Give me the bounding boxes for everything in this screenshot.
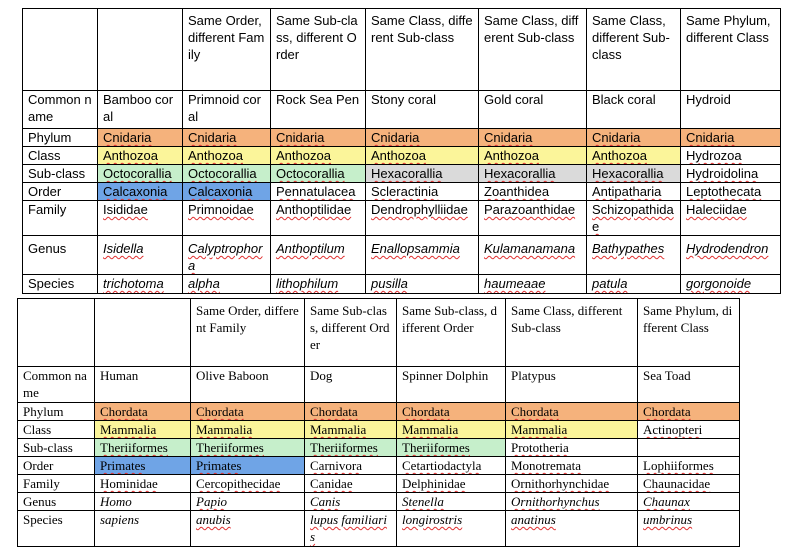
- table-cell: Chordata: [305, 403, 397, 421]
- table-cell: Sea Toad: [638, 367, 740, 403]
- row-label: Sub-class: [18, 439, 95, 457]
- table-cell: Rock Sea Pen: [271, 91, 366, 129]
- header-cell: Same Sub-class, different Order: [271, 9, 366, 91]
- table-cell: Cnidaria: [271, 129, 366, 147]
- table-cell: Octocorallia: [183, 165, 271, 183]
- table-cell: Olive Baboon: [191, 367, 305, 403]
- table-row: [18, 493, 740, 511]
- table-cell: Mammalia: [305, 421, 397, 439]
- table-cell: Calcaxonia: [98, 183, 183, 201]
- row-label: Genus: [18, 493, 95, 511]
- table-cell: Anthoptilum: [271, 236, 366, 275]
- table-cell: Stony coral: [366, 91, 479, 129]
- table-row: [23, 236, 781, 275]
- table-cell: Chordata: [506, 403, 638, 421]
- row-label: Genus: [23, 236, 98, 275]
- table-row: [18, 511, 740, 547]
- row-label: Common name: [18, 367, 95, 403]
- table-cell: Leptothecata: [681, 183, 781, 201]
- table-cell: Mammalia: [191, 421, 305, 439]
- table-cell: Carnivora: [305, 457, 397, 475]
- table-cell: Primnoidae: [183, 201, 271, 236]
- table-cell: Scleractinia: [366, 183, 479, 201]
- table-cell: Cnidaria: [98, 129, 183, 147]
- table-cell: [638, 439, 740, 457]
- table-cell: Chaunax: [638, 493, 740, 511]
- table-row: [18, 439, 740, 457]
- header-cell: Same Sub-class, different Order: [397, 299, 506, 367]
- table-cell: Antipatharia: [587, 183, 681, 201]
- table-cell: Calcaxonia: [183, 183, 271, 201]
- table-cell: Mammalia: [397, 421, 506, 439]
- row-label: Class: [23, 147, 98, 165]
- table-cell: Mammalia: [95, 421, 191, 439]
- table-row: [18, 457, 740, 475]
- table-cell: Hydrozoa: [681, 147, 781, 165]
- table-row: [18, 475, 740, 493]
- table-cell: Bamboo coral: [98, 91, 183, 129]
- row-label: Phylum: [18, 403, 95, 421]
- row-label: Sub-class: [23, 165, 98, 183]
- table-cell: Anthozoa: [479, 147, 587, 165]
- table-cell: Schizopathidae: [587, 201, 681, 236]
- table-cell: anatinus: [506, 511, 638, 547]
- table-cell: longirostris: [397, 511, 506, 547]
- table-cell: Platypus: [506, 367, 638, 403]
- table-cell: Cnidaria: [183, 129, 271, 147]
- table-cell: Hydroidolina: [681, 165, 781, 183]
- header-cell: Same Phylum, different Class: [638, 299, 740, 367]
- table-cell: Black coral: [587, 91, 681, 129]
- row-label: Family: [23, 201, 98, 236]
- table-cell: Delphinidae: [397, 475, 506, 493]
- header-cell: Same Sub-class, different Order: [305, 299, 397, 367]
- table-cell: Cercopithecidae: [191, 475, 305, 493]
- header-row: [23, 9, 781, 91]
- table-cell: Ornithorhynchidae: [506, 475, 638, 493]
- row-label: Family: [18, 475, 95, 493]
- table-cell: Isididae: [98, 201, 183, 236]
- table-cell: trichotoma: [98, 275, 183, 294]
- table-row: [23, 201, 781, 236]
- header-row: [18, 299, 740, 367]
- header-cell: [98, 9, 183, 91]
- cnidaria-taxonomy-table: [22, 8, 781, 294]
- table-cell: sapiens: [95, 511, 191, 547]
- table-cell: Chordata: [191, 403, 305, 421]
- table-cell: Bathypathes: [587, 236, 681, 275]
- table-cell: umbrinus: [638, 511, 740, 547]
- table-cell: alpha: [183, 275, 271, 294]
- table-cell: Hominidae: [95, 475, 191, 493]
- header-cell: [23, 9, 98, 91]
- table-cell: Theriiformes: [95, 439, 191, 457]
- table-cell: Canidae: [305, 475, 397, 493]
- table-row: [23, 165, 781, 183]
- table-cell: Stenella: [397, 493, 506, 511]
- table-cell: Kulamanamana: [479, 236, 587, 275]
- table-cell: Zoanthidea: [479, 183, 587, 201]
- header-cell: Same Class, different Sub-class: [479, 9, 587, 91]
- table-cell: lithophilum: [271, 275, 366, 294]
- table-cell: Anthozoa: [366, 147, 479, 165]
- table-cell: Hexacorallia: [366, 165, 479, 183]
- table-cell: Chordata: [95, 403, 191, 421]
- header-cell: Same Phylum, different Class: [681, 9, 781, 91]
- table-cell: Primates: [191, 457, 305, 475]
- table-cell: Papio: [191, 493, 305, 511]
- table-row: [23, 183, 781, 201]
- table-cell: Theriiformes: [305, 439, 397, 457]
- table-cell: Anthoptilidae: [271, 201, 366, 236]
- table-cell: lupus familiaris: [305, 511, 397, 547]
- table-cell: Anthozoa: [183, 147, 271, 165]
- table-cell: Enallopsammia: [366, 236, 479, 275]
- table-cell: Haleciidae: [681, 201, 781, 236]
- header-cell: [18, 299, 95, 367]
- table-cell: Ornithorhynchus: [506, 493, 638, 511]
- header-cell: Same Class, different Sub-class: [366, 9, 479, 91]
- table-cell: Lophiiformes: [638, 457, 740, 475]
- table-cell: Chordata: [638, 403, 740, 421]
- table-cell: Chordata: [397, 403, 506, 421]
- table-cell: haumeaae: [479, 275, 587, 294]
- table-cell: Prototheria: [506, 439, 638, 457]
- header-cell: Same Order, different Family: [183, 9, 271, 91]
- table-cell: Pennatulacea: [271, 183, 366, 201]
- table-cell: Anthozoa: [587, 147, 681, 165]
- table-cell: Mammalia: [506, 421, 638, 439]
- table-cell: Hydroid: [681, 91, 781, 129]
- table-row: [23, 275, 781, 294]
- table-cell: Cnidaria: [366, 129, 479, 147]
- row-label: Order: [18, 457, 95, 475]
- table-cell: Human: [95, 367, 191, 403]
- table-cell: Anthozoa: [271, 147, 366, 165]
- header-cell: [95, 299, 191, 367]
- header-cell: Same Class, different Sub-class: [506, 299, 638, 367]
- table-cell: Canis: [305, 493, 397, 511]
- table-row: [18, 403, 740, 421]
- row-label: Phylum: [23, 129, 98, 147]
- table-cell: Theriiformes: [397, 439, 506, 457]
- chordata-taxonomy-table: [17, 298, 740, 547]
- table-row: [23, 91, 781, 129]
- table-cell: Cnidaria: [479, 129, 587, 147]
- table-row: [23, 147, 781, 165]
- table-cell: Theriiformes: [191, 439, 305, 457]
- table-cell: Gold coral: [479, 91, 587, 129]
- table-cell: Chaunacidae: [638, 475, 740, 493]
- table-row: [18, 367, 740, 403]
- table-cell: Octocorallia: [271, 165, 366, 183]
- table-cell: Parazoanthidae: [479, 201, 587, 236]
- table-cell: Homo: [95, 493, 191, 511]
- table-row: [18, 421, 740, 439]
- table-cell: Actinopteri: [638, 421, 740, 439]
- table-cell: Anthozoa: [98, 147, 183, 165]
- table-cell: Isidella: [98, 236, 183, 275]
- table-cell: Spinner Dolphin: [397, 367, 506, 403]
- table-cell: Primates: [95, 457, 191, 475]
- table-cell: Primnoid coral: [183, 91, 271, 129]
- header-cell: Same Order, different Family: [191, 299, 305, 367]
- row-label: Species: [23, 275, 98, 294]
- table-cell: gorgonoide: [681, 275, 781, 294]
- table-cell: pusilla: [366, 275, 479, 294]
- table-cell: Hydrodendron: [681, 236, 781, 275]
- row-label: Species: [18, 511, 95, 547]
- table-cell: Cnidaria: [681, 129, 781, 147]
- table-cell: Hexacorallia: [479, 165, 587, 183]
- table-cell: patula: [587, 275, 681, 294]
- row-label: Class: [18, 421, 95, 439]
- table-cell: anubis: [191, 511, 305, 547]
- row-label: Order: [23, 183, 98, 201]
- table-cell: Cetartiodactyla: [397, 457, 506, 475]
- table-cell: Monotremata: [506, 457, 638, 475]
- table-row: [23, 129, 781, 147]
- table-cell: Dendrophylliidae: [366, 201, 479, 236]
- row-label: Common name: [23, 91, 98, 129]
- header-cell: Same Class, different Sub-class: [587, 9, 681, 91]
- table-cell: Hexacorallia: [587, 165, 681, 183]
- table-cell: Calyptrophora: [183, 236, 271, 275]
- table-cell: Cnidaria: [587, 129, 681, 147]
- table-cell: Dog: [305, 367, 397, 403]
- table-cell: Octocorallia: [98, 165, 183, 183]
